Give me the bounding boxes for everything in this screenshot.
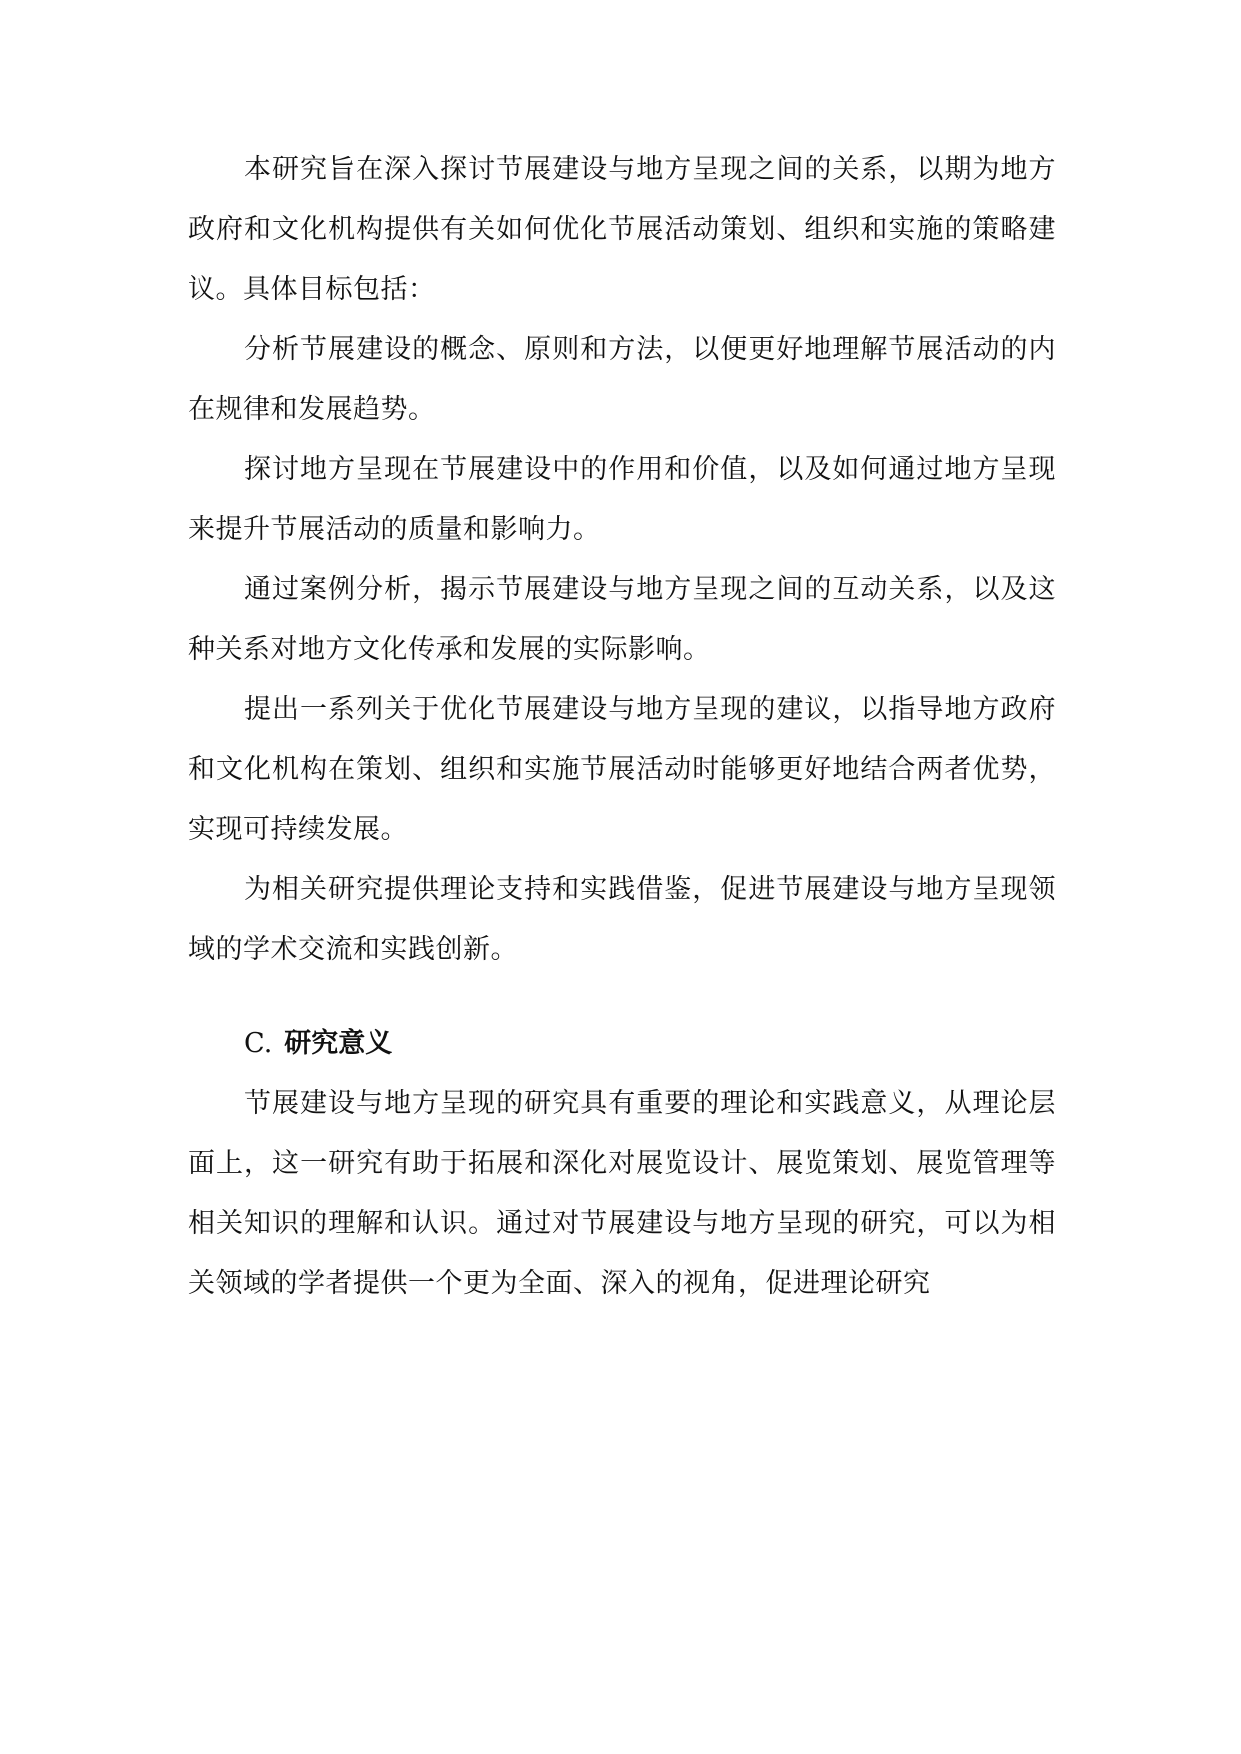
document-page [188,140,1056,1314]
paragraph-aim-1: 分析节展建设的概念、原则和方法，以便更好地理解节展活动的内在规律和发展趋势。 [188,334,1056,425]
section-number: C. [244,1028,273,1059]
paragraph-aim-4: 提出一系列关于优化节展建设与地方呈现的建议，以指导地方政府和文化机构在策划、组织和实施节展活动时能够更好地结合两者优势，实现可持续发展。 [188,694,1056,845]
paragraph-significance: 节展建设与地方呈现的研究具有重要的理论和实践意义，从理论层面上，这一研究有助于拓展和深化对展览设计、展览策划、展览管理等相关知识的理解和认识。通过对节展建设与地方呈现的研究，可以为相关领域的学者提供一个更为全面、深入的视角，促进理论研究 [188,1088,1056,1299]
paragraph-aim-3: 通过案例分析，揭示节展建设与地方呈现之间的互动关系，以及这种关系对地方文化传承和发展的实际影响。 [188,574,1056,665]
paragraph-aim-5: 为相关研究提供理论支持和实践借鉴，促进节展建设与地方呈现领域的学术交流和实践创新。 [188,874,1056,965]
section-title: 研究意义 [284,1028,393,1059]
section-heading [188,1014,1056,1074]
paragraph-research-aims: 本研究旨在深入探讨节展建设与地方呈现之间的关系，以期为地方政府和文化机构提供有关如何优化节展活动策划、组织和实施的策略建议。具体目标包括： [188,154,1056,305]
paragraph-aim-2: 探讨地方呈现在节展建设中的作用和价值，以及如何通过地方呈现来提升节展活动的质量和影响力。 [188,454,1056,545]
